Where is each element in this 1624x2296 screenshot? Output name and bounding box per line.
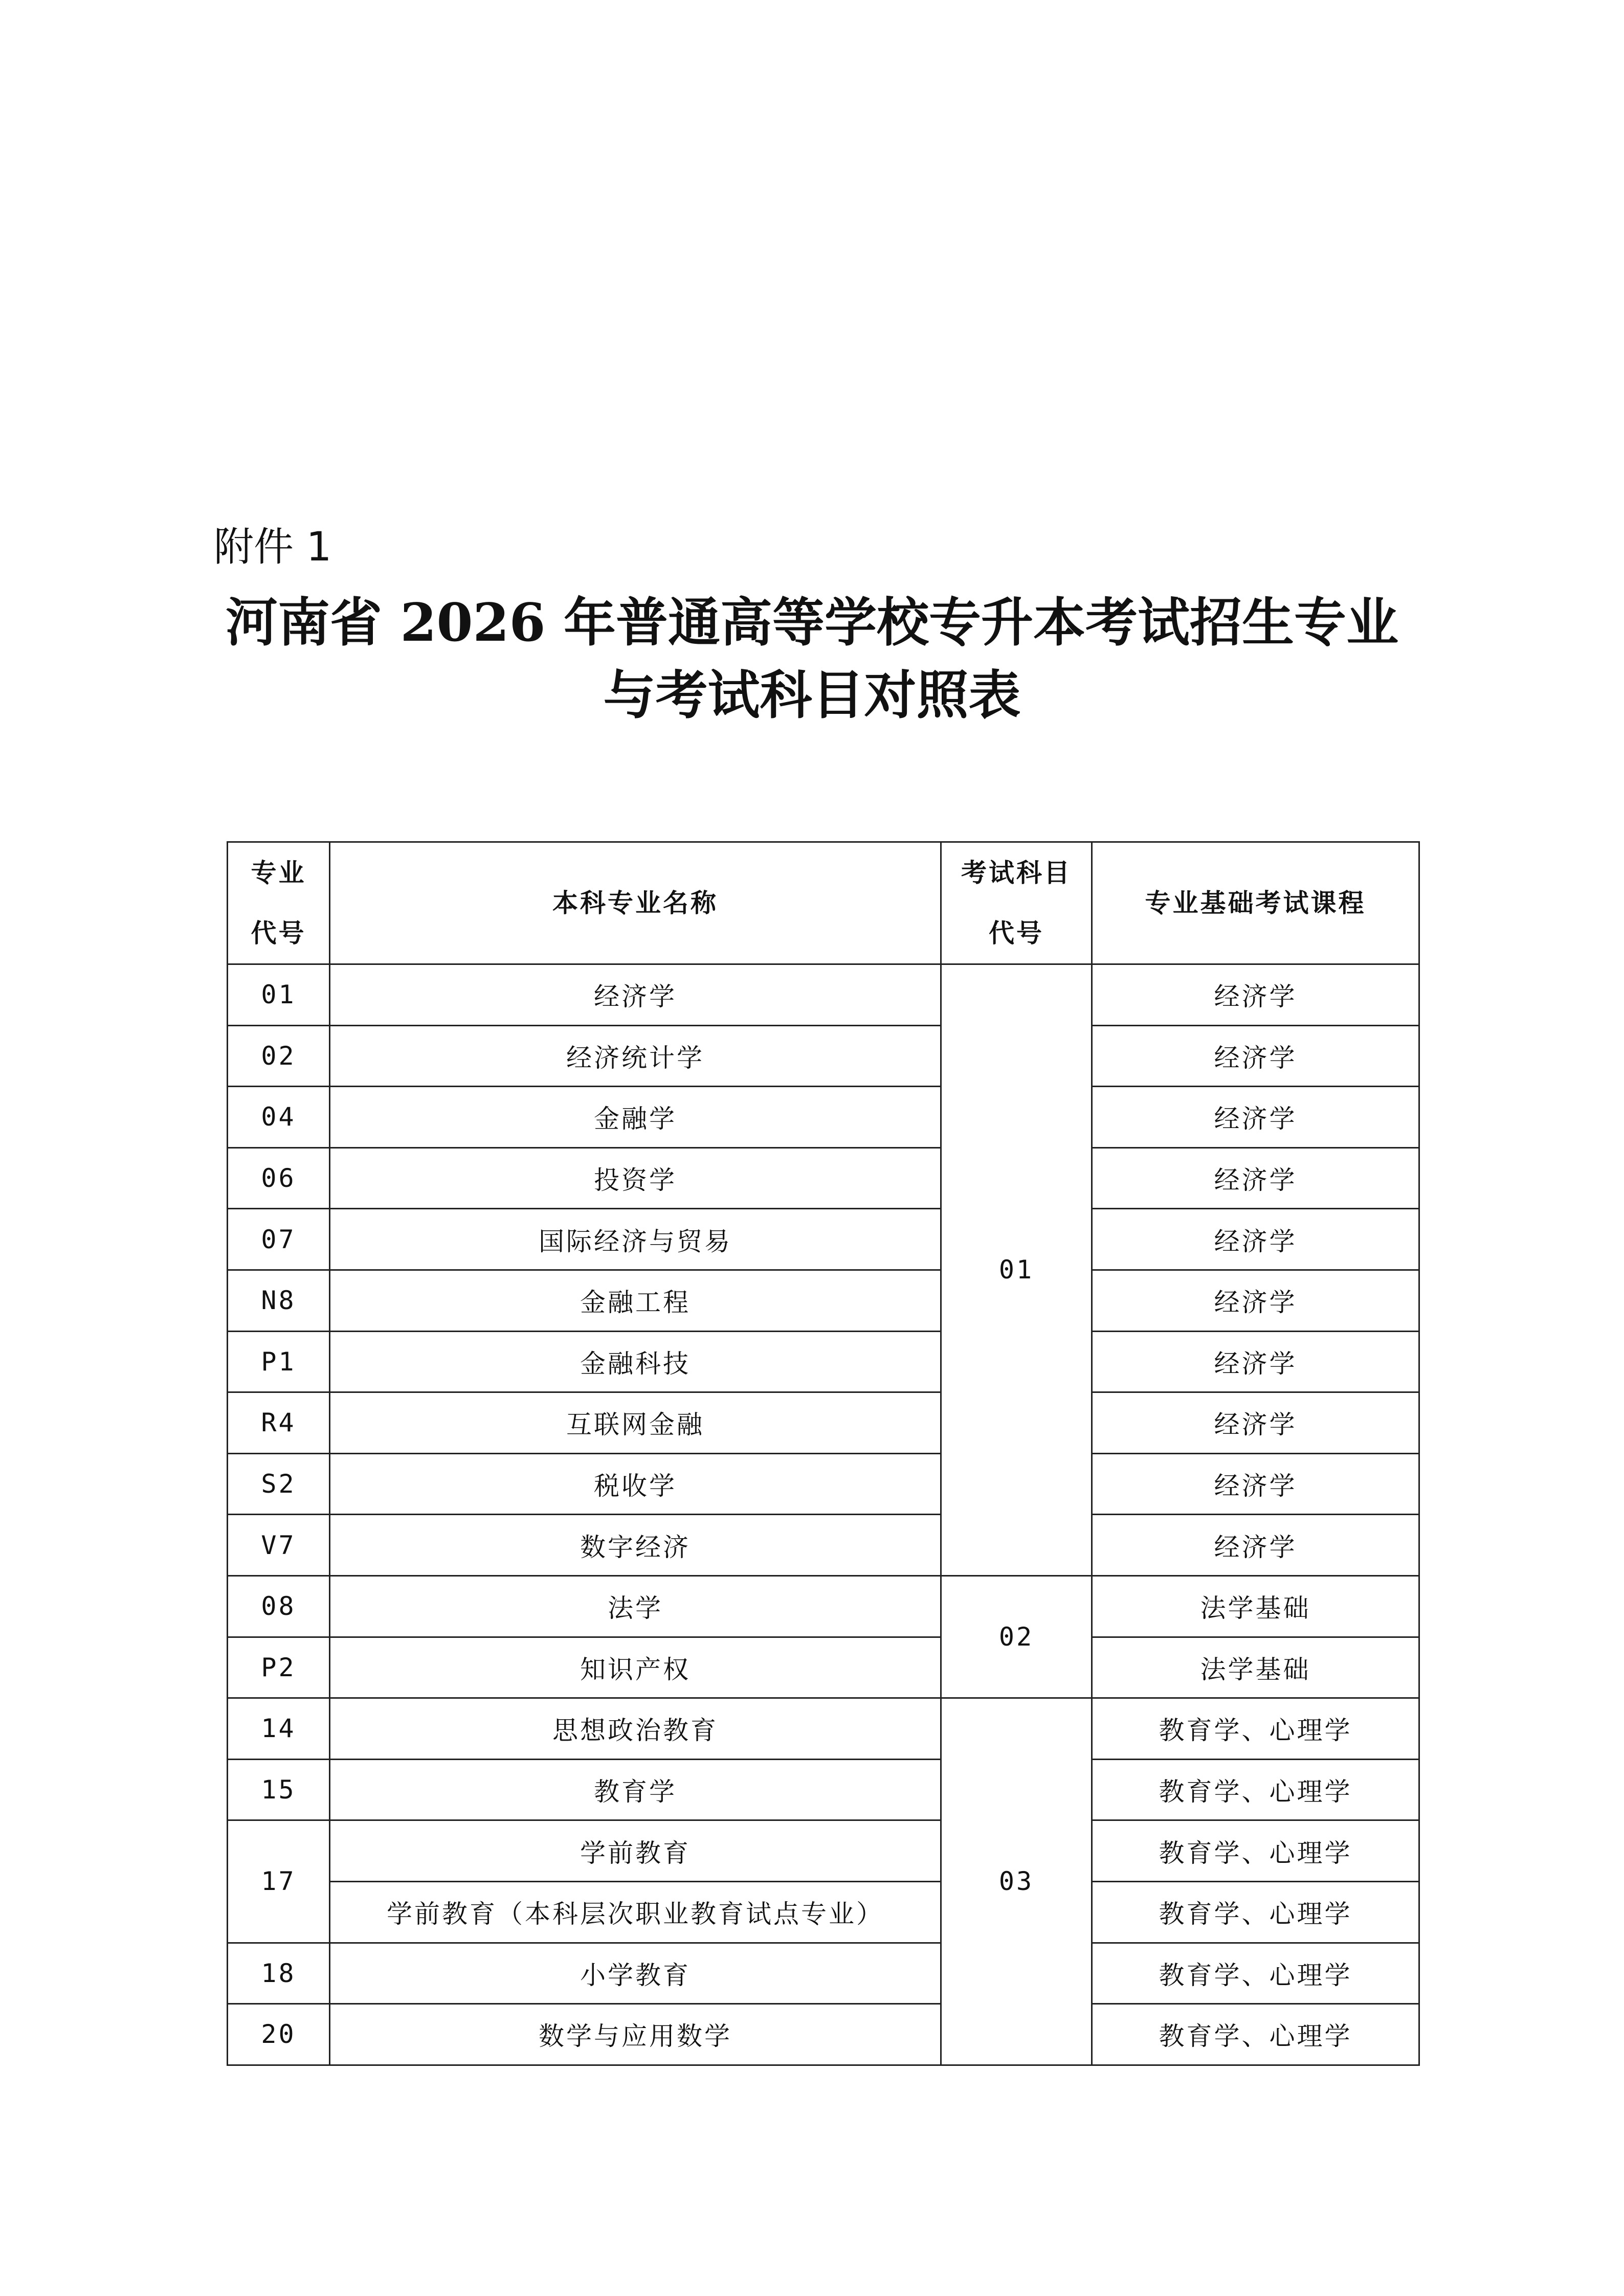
course-cell: 经济学	[1092, 1209, 1419, 1270]
major-code-cell: R4	[228, 1392, 330, 1454]
major-name-cell: 数学与应用数学	[330, 2004, 941, 2065]
table-row	[228, 1209, 1419, 1270]
table-row	[228, 1698, 1419, 1760]
table-row	[228, 1820, 1419, 1882]
exam-code-cell: 01	[941, 964, 1092, 1576]
course-cell: 经济学	[1092, 1331, 1419, 1392]
major-code-cell: 15	[228, 1759, 330, 1820]
header-exam-code-line1: 考试科目	[961, 858, 1072, 888]
table-row	[228, 1025, 1419, 1087]
major-code-cell: 04	[228, 1087, 330, 1148]
course-cell: 法学基础	[1092, 1575, 1419, 1637]
attachment-label: 附件 1	[214, 524, 332, 570]
course-cell: 经济学	[1092, 1025, 1419, 1087]
exam-code-cell: 03	[941, 1698, 1092, 2065]
table-row	[228, 1331, 1419, 1392]
table-row	[228, 1943, 1419, 2004]
major-code-cell: 17	[228, 1820, 330, 1943]
table-row	[228, 2004, 1419, 2065]
table-row	[228, 1270, 1419, 1331]
major-name-cell: 金融工程	[330, 1270, 941, 1331]
table-row	[228, 1637, 1419, 1698]
major-code-cell: 08	[228, 1575, 330, 1637]
major-code-cell: 18	[228, 1943, 330, 2004]
course-cell: 教育学、心理学	[1092, 2004, 1419, 2065]
major-name-cell: 互联网金融	[330, 1392, 941, 1454]
major-name-cell: 金融科技	[330, 1331, 941, 1392]
major-name-cell: 税收学	[330, 1453, 941, 1515]
major-name-cell: 知识产权	[330, 1637, 941, 1698]
course-cell: 教育学、心理学	[1092, 1881, 1419, 1943]
table-row	[228, 1515, 1419, 1576]
major-name-cell: 学前教育	[330, 1820, 941, 1882]
header-major-name: 本科专业名称	[330, 842, 941, 964]
major-name-cell: 投资学	[330, 1147, 941, 1209]
table-header-row	[228, 842, 1419, 964]
major-code-cell: 06	[228, 1147, 330, 1209]
table-row	[228, 1087, 1419, 1148]
table-row	[228, 964, 1419, 1026]
course-cell: 教育学、心理学	[1092, 1820, 1419, 1882]
header-base-course: 专业基础考试课程	[1092, 842, 1419, 964]
course-cell: 经济学	[1092, 1392, 1419, 1454]
course-cell: 经济学	[1092, 1270, 1419, 1331]
major-code-cell: 20	[228, 2004, 330, 2065]
table-row	[228, 1759, 1419, 1820]
major-name-cell: 经济统计学	[330, 1025, 941, 1087]
table-row	[228, 1453, 1419, 1515]
table-row	[228, 1575, 1419, 1637]
course-cell: 经济学	[1092, 1087, 1419, 1148]
major-code-cell: V7	[228, 1515, 330, 1576]
major-name-cell: 国际经济与贸易	[330, 1209, 941, 1270]
course-cell: 教育学、心理学	[1092, 1759, 1419, 1820]
course-cell: 法学基础	[1092, 1637, 1419, 1698]
major-name-cell: 学前教育（本科层次职业教育试点专业）	[330, 1881, 941, 1943]
table-row	[228, 1147, 1419, 1209]
course-cell: 经济学	[1092, 964, 1419, 1026]
major-code-cell: 01	[228, 964, 330, 1026]
major-code-cell: P1	[228, 1331, 330, 1392]
header-exam-code	[941, 842, 1092, 964]
major-code-cell: 14	[228, 1698, 330, 1760]
major-name-cell: 数字经济	[330, 1515, 941, 1576]
major-name-cell: 小学教育	[330, 1943, 941, 2004]
header-major-code-line2: 代号	[251, 918, 306, 948]
document-title-line-1: 河南省 2026 年普通高等学校专升本考试招生专业	[226, 592, 1398, 654]
table-row	[228, 1881, 1419, 1943]
course-cell: 经济学	[1092, 1515, 1419, 1576]
course-cell: 教育学、心理学	[1092, 1943, 1419, 2004]
major-code-cell: 02	[228, 1025, 330, 1087]
course-cell: 经济学	[1092, 1147, 1419, 1209]
document-title-line-2: 与考试科目对照表	[603, 665, 1021, 726]
table-row	[228, 1392, 1419, 1454]
major-code-cell: S2	[228, 1453, 330, 1515]
major-code-cell: N8	[228, 1270, 330, 1331]
major-name-cell: 法学	[330, 1575, 941, 1637]
header-exam-code-line2: 代号	[989, 918, 1044, 948]
major-name-cell: 教育学	[330, 1759, 941, 1820]
major-code-cell: 07	[228, 1209, 330, 1270]
course-cell: 教育学、心理学	[1092, 1698, 1419, 1760]
course-cell: 经济学	[1092, 1453, 1419, 1515]
major-exam-table	[227, 841, 1420, 2066]
major-name-cell: 思想政治教育	[330, 1698, 941, 1760]
header-major-code	[228, 842, 330, 964]
major-name-cell: 经济学	[330, 964, 941, 1026]
major-code-cell: P2	[228, 1637, 330, 1698]
major-name-cell: 金融学	[330, 1087, 941, 1148]
exam-code-cell: 02	[941, 1575, 1092, 1698]
header-major-code-line1: 专业	[251, 858, 306, 888]
